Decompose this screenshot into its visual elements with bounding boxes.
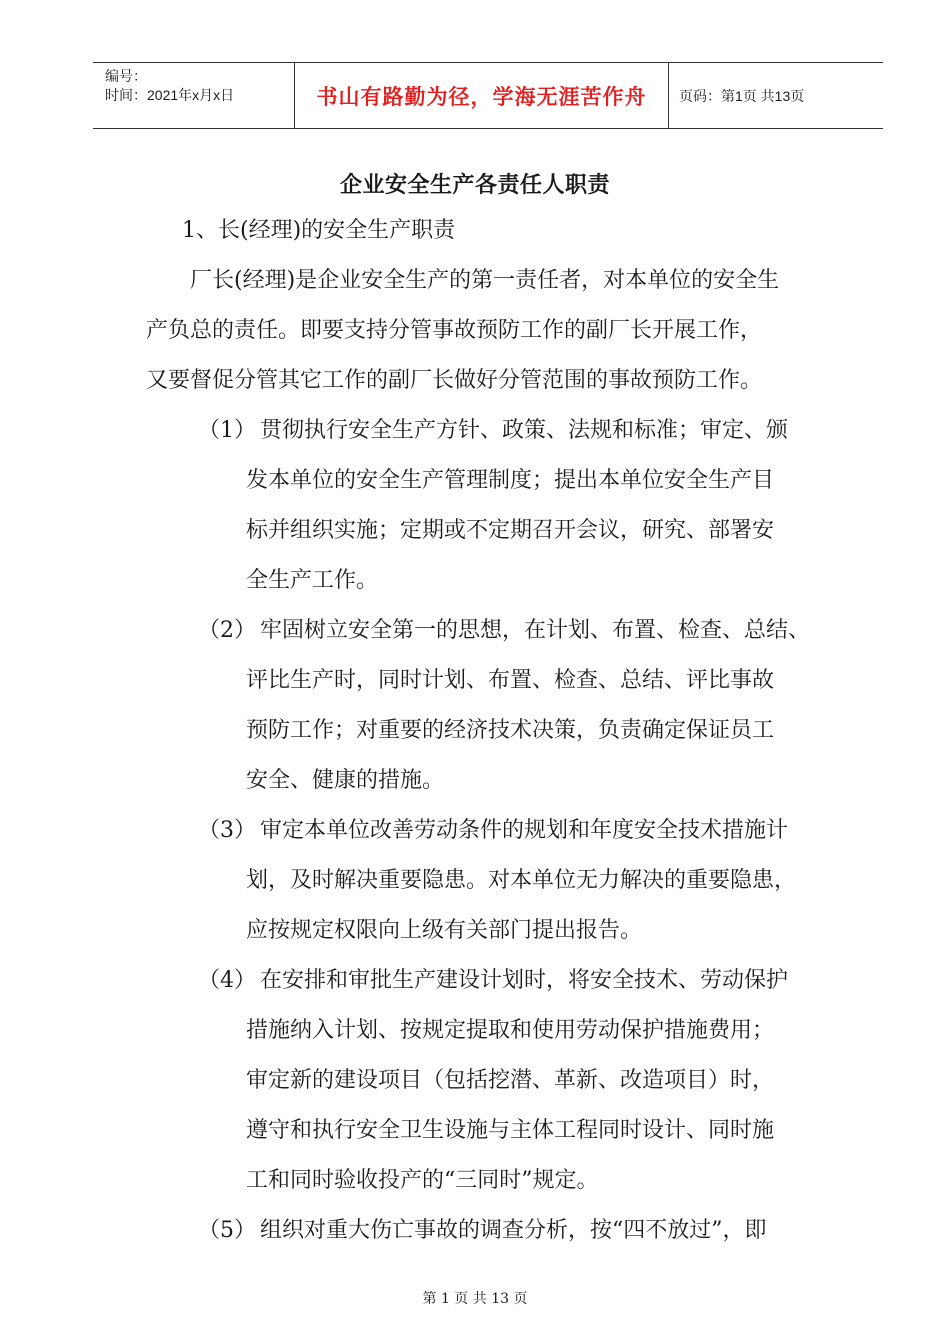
page-footer: 第 1 页 共 13 页 [422,1291,528,1307]
page-info: 页码：第1页 共13页 [679,87,805,104]
list-item-line: 组织对重大伤亡事故的调查分析，按“四不放过”，即 [260,1218,767,1243]
list-item-line: 遵守和执行安全卫生设施与主体工程同时设计、同时施 [246,1118,775,1143]
section-heading: 1、长(经理)的安全生产职责 [182,218,456,243]
document-title: 企业安全生产各责任人职责 [339,172,610,198]
list-item-number: （3） [198,818,256,843]
list-item [146,956,846,1206]
list-item-line: 发本单位的安全生产管理制度；提出本单位安全生产目 [246,468,775,493]
list-item-line: 工和同时验收投产的“三同时”规定。 [246,1168,599,1193]
list-item-line: 贯彻执行安全生产方针、政策、法规和标准；审定、颁 [260,418,789,443]
list-item-line: 划，及时解决重要隐患。对本单位无力解决的重要隐患， [246,868,797,893]
list-item-line: 评比生产时，同时计划、布置、检查、总结、评比事故 [246,668,775,693]
list-item [146,406,846,606]
list-item-line: 审定本单位改善劳动条件的规划和年度安全技术措施计 [260,818,789,843]
document-body [146,206,846,1256]
list-item-line: 牢固树立安全第一的思想，在计划、布置、检查、总结、 [260,618,811,643]
list-item [146,806,846,956]
list-item [146,1206,846,1256]
list-item-line: 标并组织实施；定期或不定期召开会议，研究、部署安 [246,518,775,543]
list-item-number: （2） [198,618,256,643]
intro-line: 产负总的责任。即要支持分管事故预防工作的副厂长开展工作， [146,318,763,343]
list-item-line: 预防工作；对重要的经济技术决策，负责确定保证员工 [246,718,775,743]
list-item-line: 安全、健康的措施。 [246,768,445,793]
time-label: 时间：2021年x月x日 [105,87,235,103]
motto-text: 书山有路勤为径，学海无涯苦作舟 [316,85,647,109]
header-motto-cell [295,63,669,128]
list-item-line: 应按规定权限向上级有关部门提出报告。 [246,918,643,943]
list-item-line: 审定新的建设项目（包括挖潜、革新、改造项目）时， [246,1068,775,1093]
header-page-cell [669,63,883,128]
list-item-number: （1） [198,418,256,443]
header-meta-cell [93,63,295,128]
list-item-line: 措施纳入计划、按规定提取和使用劳动保护措施费用； [246,1018,775,1043]
list-item-line: 在安排和审批生产建设计划时，将安全技术、劳动保护 [260,968,789,993]
intro-line: 厂长(经理)是企业安全生产的第一责任者，对本单位的安全生 [190,268,780,293]
page-header [93,62,883,129]
intro-line: 又要督促分管其它工作的副厂长做好分管范围的事故预防工作。 [146,368,763,393]
list-item-number: （5） [198,1218,256,1243]
list-item-line: 全生产工作。 [246,568,379,593]
serial-label: 编号： [105,68,147,84]
list-item [146,606,846,806]
list-item-number: （4） [198,968,256,993]
